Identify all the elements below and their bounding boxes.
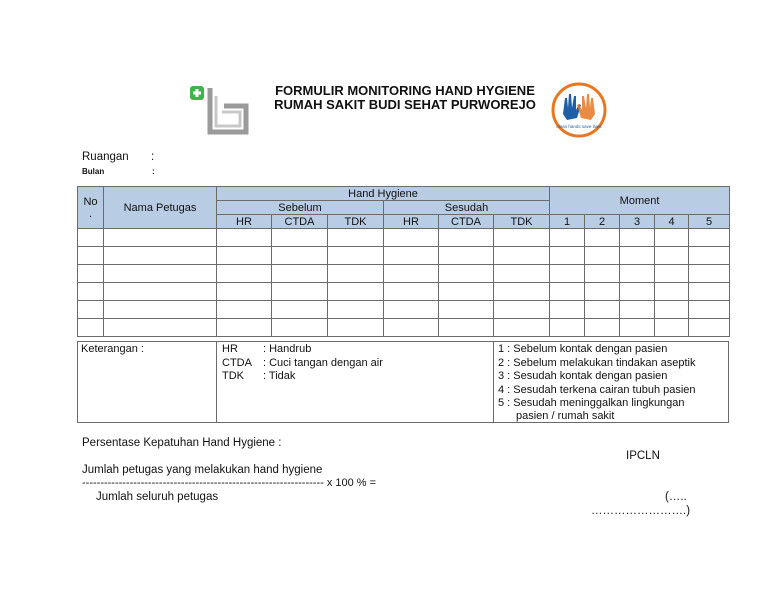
table-cell[interactable] [585, 229, 620, 247]
keterangan-codes-cell [217, 342, 494, 422]
sub-col-header: CTDA [272, 215, 328, 229]
table-cell[interactable] [217, 301, 272, 319]
moment-col-header: 1 [550, 215, 585, 229]
table-cell[interactable] [439, 319, 494, 337]
ruangan-colon: : [151, 151, 155, 163]
table-cell[interactable] [655, 319, 689, 337]
signature-close: …………………….) [591, 505, 691, 517]
signature-open: (….. [665, 491, 687, 503]
table-cell[interactable] [328, 265, 384, 283]
table-cell[interactable] [78, 229, 104, 247]
ipcln-label: IPCLN [626, 450, 660, 462]
table-cell[interactable] [689, 319, 730, 337]
table-cell[interactable] [328, 319, 384, 337]
clean-hands-icon [551, 82, 607, 138]
table-cell[interactable] [655, 247, 689, 265]
table-cell[interactable] [550, 301, 585, 319]
table-row [78, 247, 730, 265]
table-cell[interactable] [78, 265, 104, 283]
hand-hygiene-logo [551, 82, 607, 138]
sub-col-header: CTDA [439, 215, 494, 229]
moment-col-header: 5 [689, 215, 730, 229]
table-row [78, 283, 730, 301]
table-cell[interactable] [272, 247, 328, 265]
code-desc: : Cuci tangan dengan air [263, 356, 383, 369]
moment-col-header: 2 [585, 215, 620, 229]
table-row [78, 229, 730, 247]
table-cell[interactable] [550, 229, 585, 247]
moment-desc: 1 : Sebelum kontak dengan pasien [498, 343, 668, 355]
table-cell[interactable] [78, 283, 104, 301]
bulan-label: Bulan [82, 167, 105, 176]
table-cell[interactable] [78, 247, 104, 265]
table-cell[interactable] [384, 247, 439, 265]
code-name: CTDA [222, 356, 252, 369]
moment-col-header: 4 [655, 215, 689, 229]
table-cell[interactable] [439, 247, 494, 265]
table-cell[interactable] [620, 247, 655, 265]
col-nama-header: Nama Petugas [104, 187, 217, 229]
table-cell[interactable] [217, 265, 272, 283]
bulan-colon: : [152, 167, 155, 176]
persentase-label: Persentase Kepatuhan Hand Hygiene : [82, 437, 282, 449]
table-cell[interactable] [104, 319, 217, 337]
table-cell[interactable] [494, 229, 550, 247]
keterangan-label-cell [78, 342, 217, 422]
fraction-line: ------------------------------------------------------------------ x 100 % = [82, 477, 377, 489]
moment-desc: 5 : Sesudah meninggalkan lingkungan [498, 397, 685, 409]
table-row [78, 319, 730, 337]
table-cell[interactable] [494, 247, 550, 265]
sub-col-header: HR [217, 215, 272, 229]
table-cell[interactable] [439, 301, 494, 319]
table-cell[interactable] [655, 301, 689, 319]
sebelum-header: Sebelum [217, 201, 384, 215]
table-cell[interactable] [272, 265, 328, 283]
table-cell[interactable] [585, 247, 620, 265]
table-cell[interactable] [620, 319, 655, 337]
table-cell[interactable] [550, 283, 585, 301]
table-cell[interactable] [104, 229, 217, 247]
moment-desc-cont: pasien / rumah sakit [516, 410, 615, 422]
table-cell[interactable] [217, 229, 272, 247]
table-cell[interactable] [328, 301, 384, 319]
code-name: TDK [222, 370, 244, 382]
table-cell[interactable] [550, 247, 585, 265]
table-cell[interactable] [689, 283, 730, 301]
table-cell[interactable] [655, 229, 689, 247]
table-cell[interactable] [272, 229, 328, 247]
table-row [78, 265, 730, 283]
numerator-label: Jumlah petugas yang melakukan hand hygiene [82, 464, 323, 476]
table-cell[interactable] [620, 229, 655, 247]
moment-header: Moment [550, 187, 730, 215]
col-no-header: No . [78, 187, 104, 229]
table-cell[interactable] [494, 319, 550, 337]
moment-col-header: 3 [620, 215, 655, 229]
table-cell[interactable] [328, 229, 384, 247]
table-cell[interactable] [494, 301, 550, 319]
table-cell[interactable] [78, 319, 104, 337]
table-cell[interactable] [620, 265, 655, 283]
ruangan-label: Ruangan [82, 151, 129, 163]
table-cell[interactable] [494, 283, 550, 301]
sub-col-header: TDK [328, 215, 384, 229]
table-cell[interactable] [550, 265, 585, 283]
table-cell[interactable] [689, 247, 730, 265]
table-cell[interactable] [217, 247, 272, 265]
code-desc: : Handrub [263, 343, 312, 355]
table-cell[interactable] [272, 283, 328, 301]
sub-col-header: HR [384, 215, 439, 229]
keterangan-label: Keterangan : [81, 343, 144, 355]
table-cell[interactable] [104, 247, 217, 265]
moment-desc: 4 : Sesudah terkena cairan tubuh pasien [498, 383, 696, 396]
monitoring-table [77, 186, 730, 337]
table-cell[interactable] [104, 301, 217, 319]
table-cell[interactable] [585, 283, 620, 301]
table-cell[interactable] [585, 319, 620, 337]
form-title-line2: RUMAH SAKIT BUDI SEHAT PURWOREJO [274, 97, 536, 112]
moment-desc: 2 : Sebelum melakukan tindakan aseptik [498, 356, 696, 369]
logo-caption: clean hands save lives [556, 124, 602, 129]
table-cell[interactable] [655, 283, 689, 301]
table-cell[interactable] [585, 265, 620, 283]
table-cell[interactable] [689, 301, 730, 319]
code-desc: : Tidak [263, 370, 296, 382]
table-cell[interactable] [689, 265, 730, 283]
sub-col-header: TDK [494, 215, 550, 229]
table-row [78, 301, 730, 319]
table-cell[interactable] [384, 319, 439, 337]
table-cell[interactable] [384, 265, 439, 283]
keterangan-block [77, 341, 729, 423]
moment-desc: 3 : Sesudah kontak dengan pasien [498, 370, 668, 382]
table-cell[interactable] [439, 265, 494, 283]
table-cell[interactable] [689, 229, 730, 247]
table-cell[interactable] [104, 283, 217, 301]
denominator-label: Jumlah seluruh petugas [96, 491, 219, 503]
table-cell[interactable] [494, 265, 550, 283]
table-cell[interactable] [620, 283, 655, 301]
table-cell[interactable] [655, 265, 689, 283]
table-cell[interactable] [585, 301, 620, 319]
table-cell[interactable] [439, 283, 494, 301]
table-cell[interactable] [217, 283, 272, 301]
table-cell[interactable] [328, 247, 384, 265]
table-cell[interactable] [550, 319, 585, 337]
sesudah-header: Sesudah [384, 201, 550, 215]
table-cell[interactable] [104, 265, 217, 283]
table-cell[interactable] [217, 319, 272, 337]
table-cell[interactable] [384, 283, 439, 301]
table-cell[interactable] [272, 301, 328, 319]
form-title-line1: FORMULIR MONITORING HAND HYGIENE [275, 83, 535, 98]
hand-hygiene-header: Hand Hygiene [217, 187, 550, 201]
table-cell[interactable] [272, 319, 328, 337]
table-cell[interactable] [439, 229, 494, 247]
table-cell[interactable] [384, 229, 439, 247]
table-cell[interactable] [620, 301, 655, 319]
code-name: HR [222, 343, 238, 355]
table-cell[interactable] [328, 283, 384, 301]
table-cell[interactable] [78, 301, 104, 319]
table-cell[interactable] [384, 301, 439, 319]
